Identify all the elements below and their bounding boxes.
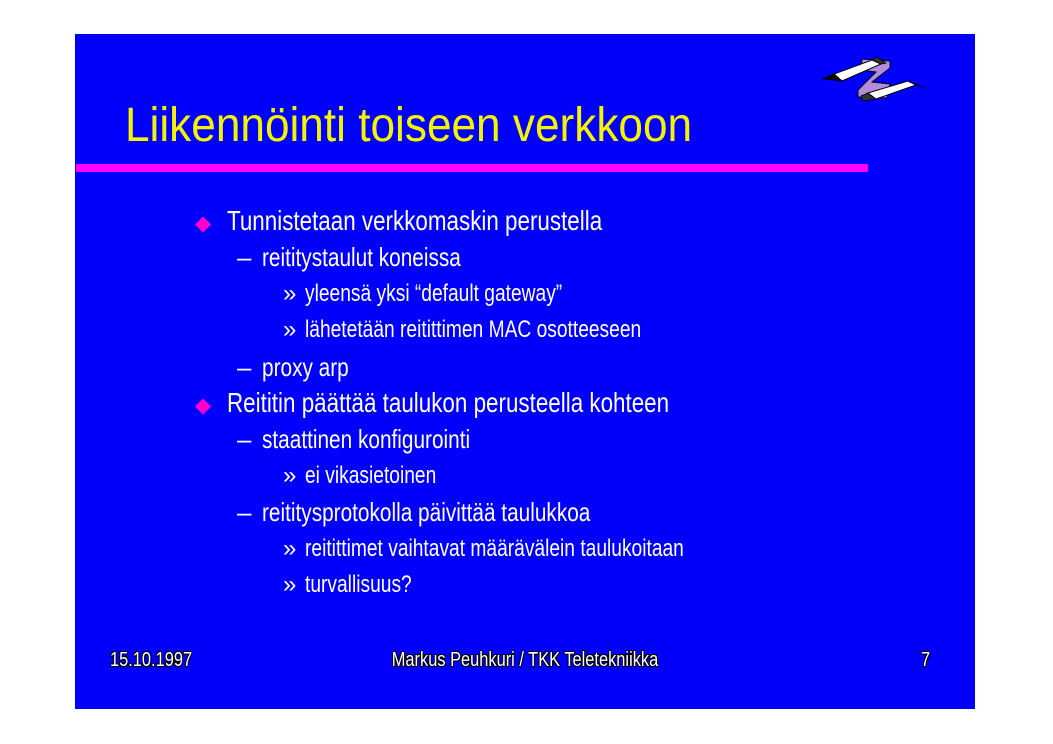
bullet-list [75, 203, 975, 603]
dash-bullet-icon: – [237, 351, 252, 382]
diamond-bullet-icon: ◆ [195, 212, 212, 235]
z-pens-logo-graphic [820, 56, 928, 102]
bullet-text: Reititin päättää taulukon perusteella kohteen [227, 386, 670, 418]
bullet-item [75, 458, 975, 494]
z-pens-logo [820, 56, 928, 102]
bullet-text: reitittimet vaihtavat määrävälein taulukoitaan [305, 534, 684, 562]
slide-footer [75, 646, 975, 674]
bullet-text: yleensä yksi “default gateway” [305, 279, 563, 307]
chevron-bullet-icon: » [283, 570, 297, 598]
bullet-item [75, 312, 975, 348]
title-underline-rule [76, 164, 868, 172]
bullet-text: turvallisuus? [305, 570, 412, 598]
chevron-bullet-icon: » [283, 534, 297, 562]
dash-bullet-icon: – [237, 424, 252, 455]
bullet-text: proxy arp [262, 351, 349, 382]
chevron-bullet-icon: » [283, 279, 297, 307]
bullet-item [75, 239, 975, 275]
bullet-text: staattinen konfigurointi [262, 424, 471, 455]
footer-author: Markus Peuhkuri / TKK Teletekniikka [391, 649, 659, 671]
bullet-item [75, 385, 975, 421]
bullet-item [75, 421, 975, 457]
bullet-item [75, 567, 975, 603]
bullet-text: ei vikasietoinen [305, 461, 437, 489]
footer-date: 15.10.1997 [110, 649, 193, 671]
dash-bullet-icon: – [237, 497, 252, 528]
bullet-item [75, 276, 975, 312]
bullet-text: reititystaulut koneissa [262, 242, 461, 273]
bullet-item [75, 203, 975, 239]
dash-bullet-icon: – [237, 242, 252, 273]
chevron-bullet-icon: » [283, 461, 297, 489]
bullet-item [75, 531, 975, 567]
bullet-text: reititysprotokolla päivittää taulukkoa [262, 497, 591, 528]
chevron-bullet-icon: » [283, 316, 297, 344]
bullet-text: Tunnistetaan verkkomaskin perustella [227, 205, 603, 236]
bullet-item [75, 494, 975, 530]
bullet-item [75, 349, 975, 385]
diamond-bullet-icon: ◆ [195, 393, 212, 417]
bullet-text: lähetetään reitittimen MAC osotteeseen [305, 316, 642, 344]
footer-page-number: 7 [920, 649, 930, 671]
slide [75, 34, 975, 709]
slide-title: Liikennöinti toiseen verkkoon [125, 99, 693, 152]
